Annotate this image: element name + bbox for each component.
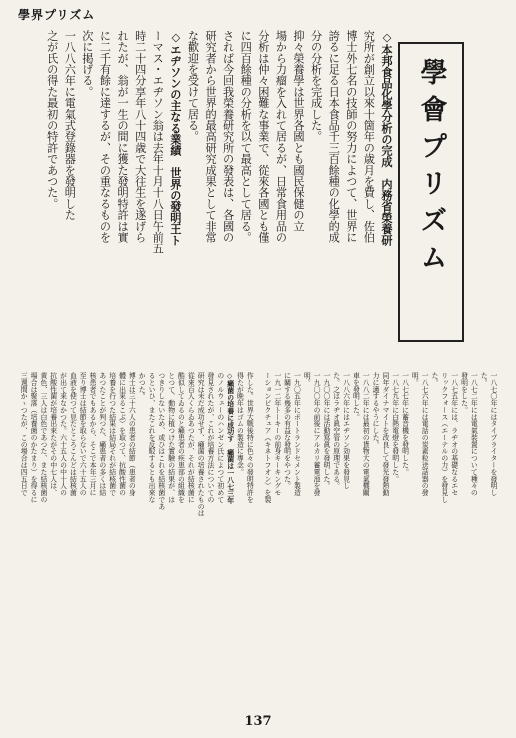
upper-column: 誇るに足る日本食品千三百餘種の化學的成 [327,30,341,243]
upper-column: ーマス・エヂソン翁は去年十月十八日午前五 [151,30,165,254]
lower-column: 得たが晩年はゴムの製造に專念。 [235,372,244,476]
middle-column: 車を發明した。 [351,372,360,421]
middle-column: 明。 [302,372,311,386]
lower-column: とつて、動物に植つけた實驗の結果が、は [166,372,175,503]
lower-column: 酷似してゐるのと癩患者の疾患部の組織を [176,372,185,503]
lower-column: るといひ、またこれを反駁するとも出來な [147,372,156,503]
lower-column: 至り博士は結節を取らないで六十五人の [78,372,87,496]
lower-column: 作した。世界大戰後特に色々の發明特許を [245,372,254,503]
middle-text-band [18,372,496,702]
upper-column: 之が氏の得た最初の特許であつた。 [45,30,59,210]
middle-column: 一八七七年に蓄音機を發明した。 [400,372,409,476]
upper-column: ◇エヂソンの主なる業績 世界の發明王ト [168,30,183,246]
upper-column: 研究者から世界的最高研究成果として非常 [204,30,218,243]
upper-column: ◇本邦食品化學分析の完成 内務省榮養研 [380,30,394,246]
middle-column: 一九一二年トーキーの前身キーキングモ [272,372,281,496]
middle-column: 一九〇〇年には活動寫眞を發明した。 [321,372,330,489]
band-gap [254,372,260,702]
middle-column: 發明をした。 [459,372,468,414]
middle-column: に關する幾多の有益な發明をやつた。 [282,372,291,489]
upper-column: 一八八六年に電氣式登錄器を發明した [63,30,77,221]
lower-column: つきりしないため、或ひはこれを結核菌であ [156,372,165,510]
upper-column: に四百餘種の分析を以て最高として居る。 [239,30,253,243]
upper-column: されば今回我榮養研究所の發表は、各國の [221,30,235,243]
upper-column: 究所が創立以來十箇年の歳月を費し、佐伯 [362,30,376,243]
lower-column: 抗酸性菌が培養出來たがその中七人は、 [48,372,57,496]
lower-column: 發見されたが、これが培養方法についての [205,372,214,503]
middle-column: 一八七六年には電話の炭素粒送話器の發 [420,372,429,496]
lower-column: 場合は聚落（培養菌のかたまり）を得るに [29,372,38,503]
upper-column: に二千有餘に達するが、その重なるものを [98,30,112,243]
middle-column: 一八七二年には電氣裝置について種々の [469,372,478,496]
lower-column: 三週間かゝつたが、この場合は四五日で [19,372,28,496]
upper-column: 時二十四分享年八十四歳で大往生を遂げら [133,30,147,243]
lower-column: 從來百人くらゐあつたが、それが結核菌に [186,372,195,503]
upper-text-band [40,30,392,360]
middle-column: 明。 [410,372,419,386]
lower-column: ◇癩菌の培養に成功す 癩菌は一八七三年 [225,372,234,504]
middle-column: 一九〇〇年の前後にアルカリ蓄電池を發 [312,372,321,496]
middle-column: ーションピクチュア（キネトフオン）を製 [262,372,271,503]
page-number: 137 [244,714,272,729]
lower-column: 培養を行つた結果は結局それが結核菌で [107,372,116,496]
lower-column: 博士は三十六人の患者の結節（患者の身 [127,372,136,496]
middle-column: 一八八二年には最初の貨物大の電氣機關 [361,372,370,496]
running-header: 學界プリズム [18,8,96,22]
section-title: 學會プリズム [415,58,447,280]
middle-column: 力に適するやうにした。 [371,372,380,448]
middle-column: 一九〇五年にポートランドセメント製造 [292,372,301,496]
lower-column: あつたことが判つた、癩患者の多くは結 [97,372,106,496]
middle-column: た。 [479,372,488,386]
middle-column: た。之はラヂオ眞空管の原理である。 [331,372,340,489]
upper-column: 抑々榮養學は世界各國とも國民保健の立 [292,30,306,232]
upper-column: 博士外七名の技師の努力によつて、世界に [344,30,358,243]
upper-column: 分の分析を完成した。 [309,30,323,142]
lower-column: 體に出來るこぶ）を取つて、抗酸性菌の [117,372,126,496]
lower-column: 黄色、三人は白色であつた、また結核菌の [38,372,47,503]
middle-column: 同年ダイナマイトを改良して發光發熱動 [380,372,389,496]
upper-column: な歡迎を受けて居る。 [186,30,200,142]
middle-column: 一八七五年には、ラヂオの基礎なるエセ [449,372,458,496]
lower-column: 血液を使つて見たところこんどは結核菌 [68,372,77,496]
middle-column: 一八七〇年にはタイプライターを發明し [489,372,497,496]
middle-column: 一八七九年に白熱電燈を發明した。 [390,372,399,483]
middle-column: リックフォース（エーテルの力）を發見し [439,372,448,503]
upper-column: 分析は仲々困難な事業で、從來各國とも僅 [256,30,270,243]
lower-column: 核患者でもあるから、そこで本年三月に [88,372,97,496]
lower-column: 研究は未だ成功せず、癩菌の培養されたものは [196,372,205,517]
upper-column: 場から力瘤を入れて居るが、日常食用品の [274,30,288,243]
middle-column: た。 [430,372,439,386]
lower-column: のノルウェーのハンゼン氏によつて初めて [215,372,224,503]
middle-column: 一八八六年にはエヂソン効果を發見し [341,372,350,489]
lower-column: が出て來なかつた。六十五人の中十人の [58,372,67,496]
upper-column: れたが、翁が一生の間に獲た發明特許は實 [116,30,130,243]
upper-column: 次に掲げる。 [80,30,94,98]
title-box [398,42,464,342]
lower-column: かつた。 [137,372,146,400]
